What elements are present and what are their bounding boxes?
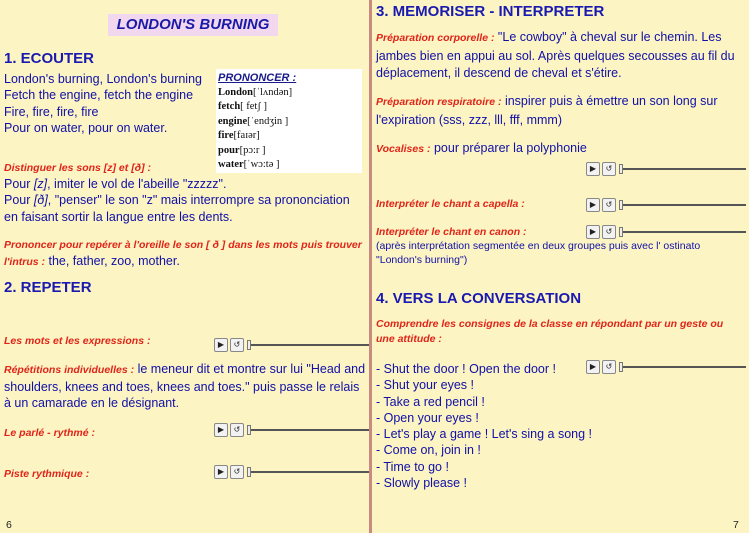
play-icon[interactable]: ▶ bbox=[586, 360, 600, 374]
parle-rythme-label: Le parlé - rythmé : bbox=[4, 427, 96, 439]
progress-track[interactable] bbox=[247, 429, 374, 431]
phrase-item: - Shut your eyes ! bbox=[376, 378, 474, 393]
preparation-corporelle: Préparation corporelle : "Le cowboy" à cheval sur le chemin. Les jambes bien en appui au sol. Après quelques secousses au fil du déplacement, il descend de cheval et s'étire. bbox=[376, 30, 735, 80]
pronunciation-box bbox=[216, 69, 362, 173]
play-icon[interactable]: ▶ bbox=[586, 225, 600, 239]
song-lyrics bbox=[4, 71, 202, 136]
progress-track[interactable] bbox=[619, 231, 746, 233]
lyric-line: Fetch the engine, fetch the engine bbox=[4, 88, 194, 103]
pron-row: pour[pɔ:r ] bbox=[218, 144, 266, 156]
rewind-icon[interactable]: ↺ bbox=[602, 162, 616, 176]
progress-slider[interactable] bbox=[247, 467, 251, 477]
section2-heading: 2. REPETER bbox=[4, 279, 92, 296]
consignes-label: Comprendre les consignes de la classe en répondant par un geste ou une attitude : bbox=[376, 318, 724, 345]
distinguer-label: Distinguer les sons [z] et [ð] : bbox=[4, 162, 152, 174]
pron-row: water[ˈwɔ:tə ] bbox=[218, 159, 280, 170]
section4-heading: 4. VERS LA CONVERSATION bbox=[376, 290, 582, 307]
progress-track[interactable] bbox=[247, 344, 374, 346]
canon-label: Interpréter le chant en canon : bbox=[376, 226, 527, 238]
audio-player-piste bbox=[214, 465, 374, 479]
audio-player-capella bbox=[586, 198, 746, 212]
canon-note: (après interprétation segmentée en deux groupes puis avec l' ostinato "London's burning") bbox=[376, 240, 701, 266]
pron-row: fire[faɪər] bbox=[218, 130, 260, 141]
phrase-item: - Slowly please ! bbox=[376, 476, 468, 491]
progress-track[interactable] bbox=[247, 471, 374, 473]
play-icon[interactable]: ▶ bbox=[214, 423, 228, 437]
right-page bbox=[372, 0, 749, 533]
repetitions: Répétitions individuelles : le meneur dit et montre sur lui "Head and shoulders, knees and toes, knees and toes." puis passe le relais à un camarade en le désignant. bbox=[4, 362, 366, 410]
progress-slider[interactable] bbox=[619, 200, 623, 210]
progress-track[interactable] bbox=[619, 204, 746, 206]
lyric-line: Pour on water, pour on water. bbox=[4, 120, 168, 135]
rewind-icon[interactable]: ↺ bbox=[602, 360, 616, 374]
rewind-icon[interactable]: ↺ bbox=[602, 198, 616, 212]
rewind-icon[interactable]: ↺ bbox=[230, 338, 244, 352]
play-icon[interactable]: ▶ bbox=[586, 198, 600, 212]
progress-slider[interactable] bbox=[619, 164, 623, 174]
play-icon[interactable]: ▶ bbox=[214, 338, 228, 352]
progress-track[interactable] bbox=[619, 168, 746, 170]
prononcer-reperer: Prononcer pour repérer à l'oreille le son [ ð ] dans les mots puis trouver l'intrus : the, father, zoo, mother. bbox=[4, 239, 362, 268]
capella-label: Interpréter le chant a capella : bbox=[376, 198, 525, 210]
phrase-item: - Shut the door ! Open the door ! bbox=[376, 362, 556, 376]
audio-player-canon bbox=[586, 225, 746, 239]
page-number-right: 7 bbox=[733, 519, 739, 531]
rewind-icon[interactable]: ↺ bbox=[230, 423, 244, 437]
progress-track[interactable] bbox=[619, 366, 746, 368]
phrase-item: - Open your eyes ! bbox=[376, 410, 479, 425]
section3-heading: 3. MEMORISER - INTERPRETER bbox=[376, 3, 605, 20]
rewind-icon[interactable]: ↺ bbox=[230, 465, 244, 479]
preparation-respiratoire: Préparation respiratoire : inspirer puis à émettre un son long sur l'expiration (sss, zzz, lll, fff, mmm) bbox=[376, 94, 718, 127]
pronunciation-title: PRONONCER : bbox=[218, 72, 297, 84]
lyric-line: London's burning, London's burning bbox=[4, 72, 202, 86]
section1-heading: 1. ECOUTER bbox=[4, 50, 95, 67]
page-number-left: 6 bbox=[6, 519, 12, 531]
progress-slider[interactable] bbox=[619, 362, 623, 372]
progress-slider[interactable] bbox=[247, 340, 251, 350]
audio-player-parle bbox=[214, 423, 374, 437]
pron-row: London[ˈlʌndən] bbox=[218, 86, 293, 98]
audio-player-mots bbox=[214, 338, 374, 352]
classroom-phrases bbox=[376, 361, 592, 491]
song-title: LONDON'S BURNING bbox=[108, 14, 278, 36]
phrase-item: - Let's play a game ! Let's sing a song ! bbox=[376, 427, 593, 442]
play-icon[interactable]: ▶ bbox=[214, 465, 228, 479]
audio-player-vocalises bbox=[586, 162, 746, 176]
phrase-item: - Take a red pencil ! bbox=[376, 394, 485, 409]
play-icon[interactable]: ▶ bbox=[586, 162, 600, 176]
progress-slider[interactable] bbox=[619, 227, 623, 237]
lyric-line: Fire, fire, fire, fire bbox=[4, 104, 99, 119]
left-page bbox=[0, 0, 370, 533]
rewind-icon[interactable]: ↺ bbox=[602, 225, 616, 239]
pron-row: fetch[ fetʃ ] bbox=[218, 101, 267, 112]
mots-label: Les mots et les expressions : bbox=[4, 335, 151, 347]
progress-slider[interactable] bbox=[247, 425, 251, 435]
phrase-item: - Come on, join in ! bbox=[376, 443, 481, 458]
piste-rythmique-label: Piste rythmique : bbox=[4, 468, 90, 480]
pron-row: engine[ˈendʒin ] bbox=[218, 115, 289, 127]
phrase-item: - Time to go ! bbox=[376, 459, 449, 474]
vocalises: Vocalises : pour préparer la polyphonie bbox=[376, 141, 587, 155]
distinguer-text: Pour [z], imiter le vol de l'abeille "zzzzz". Pour [ð], "penser" le son "z" mais interrompre sa prononciation en faisant sortir la langue entre les dents. bbox=[4, 177, 350, 224]
audio-player-conversation bbox=[586, 360, 746, 374]
